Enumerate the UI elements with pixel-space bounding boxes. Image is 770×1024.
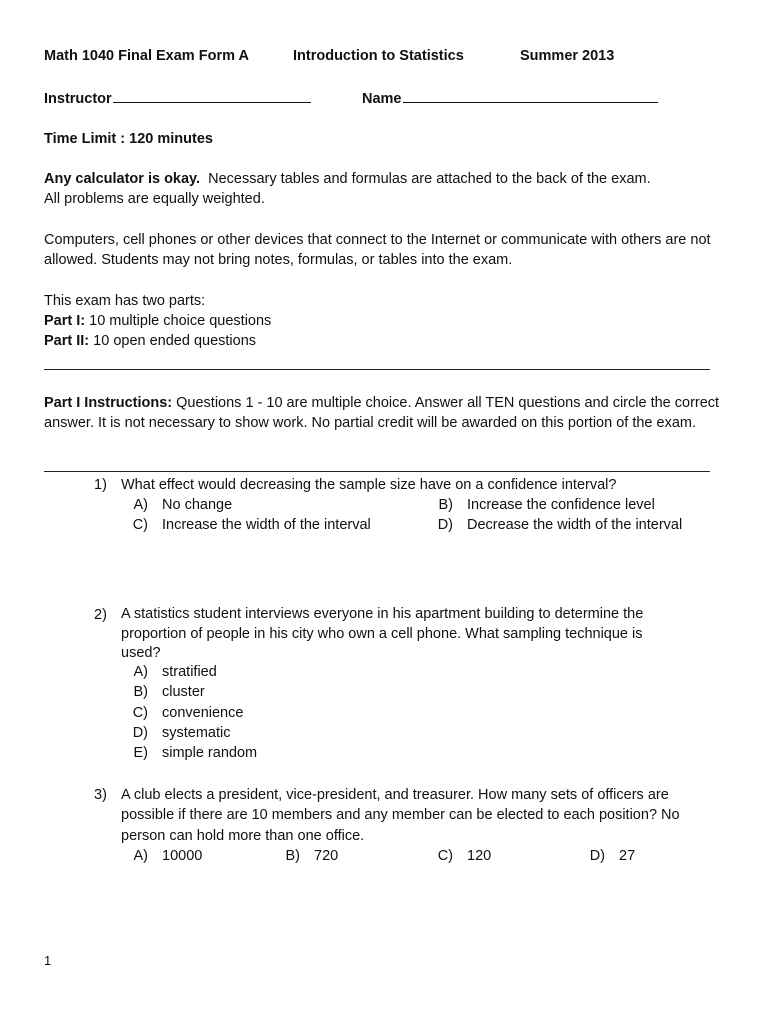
option-letter: B) <box>438 497 453 513</box>
option-text[interactable]: systematic <box>162 725 231 741</box>
name-label: Name <box>362 91 402 107</box>
part1-label: Part I: <box>44 313 86 329</box>
option-text[interactable]: Increase the width of the interval <box>162 517 371 533</box>
name-line <box>362 88 658 109</box>
option-letter: B) <box>133 684 148 700</box>
option-letter: C) <box>437 848 453 864</box>
time-limit: Time Limit : 120 minutes <box>44 131 213 147</box>
instructor-line <box>44 88 311 109</box>
parts-intro: This exam has two parts: <box>44 293 206 309</box>
option-text[interactable]: stratified <box>162 664 217 680</box>
part2-text: 10 open ended questions <box>93 333 257 349</box>
option-text[interactable]: simple random <box>162 745 258 761</box>
instructions-text: Questions 1 - 10 are multiple choice. Answer all TEN questions and circle the correct answer. It is not necessary to show work. No partial credit will be awarded on this portion of the exam. <box>44 395 720 432</box>
option-text[interactable]: convenience <box>162 705 244 721</box>
option-letter: D) <box>589 848 605 864</box>
part2-label: Part II: <box>44 333 90 349</box>
part2-line <box>44 331 256 351</box>
option-letter: A) <box>133 497 148 513</box>
option-text[interactable]: 720 <box>314 848 339 864</box>
calculator-line <box>44 169 651 189</box>
option-text[interactable]: Decrease the width of the interval <box>467 517 683 533</box>
devices-paragraph: Computers, cell phones or other devices that connect to the Internet or communicate with others are not allowed. Students may not bring notes, formulas, or tables into the exam. <box>44 232 711 269</box>
calculator-text: Necessary tables and formulas are attached to the back of the exam. <box>208 171 651 187</box>
part1-text: 10 multiple choice questions <box>89 313 272 329</box>
question-text: A club elects a president, vice-president, and treasurer. How many sets of officers are possible if there are 10 members and any member can be elected to each position? No person can hold more than one office. <box>121 787 680 844</box>
name-blank[interactable] <box>403 88 658 103</box>
question-text: What effect would decreasing the sample size have on a confidence interval? <box>121 477 617 493</box>
question-number: 2) <box>94 607 107 623</box>
question-number: 1) <box>94 477 107 493</box>
option-text[interactable]: No change <box>162 497 233 513</box>
instructor-label: Instructor <box>44 91 112 107</box>
divider <box>44 471 710 472</box>
option-letter: A) <box>133 664 148 680</box>
option-letter: D) <box>437 517 453 533</box>
option-letter: E) <box>133 745 148 761</box>
page-number: 1 <box>44 953 52 968</box>
option-text[interactable]: Increase the confidence level <box>467 497 655 513</box>
option-text[interactable]: 27 <box>619 848 636 864</box>
weighting-text: All problems are equally weighted. <box>44 191 265 207</box>
instructor-blank[interactable] <box>113 88 311 103</box>
option-text[interactable]: 120 <box>467 848 492 864</box>
part1-line <box>44 311 271 331</box>
course-title: Math 1040 Final Exam Form A <box>44 48 249 64</box>
part1-instructions <box>44 393 724 434</box>
option-text[interactable]: 10000 <box>162 848 203 864</box>
calculator-bold: Any calculator is okay. <box>44 171 201 187</box>
option-letter: D) <box>132 725 148 741</box>
subject-title: Introduction to Statistics <box>293 48 464 64</box>
question-number: 3) <box>94 787 107 803</box>
option-letter: C) <box>132 705 148 721</box>
option-letter: C) <box>132 517 148 533</box>
instructions-label: Part I Instructions: <box>44 395 173 411</box>
divider <box>44 369 710 370</box>
option-letter: A) <box>133 848 148 864</box>
option-letter: B) <box>285 848 300 864</box>
question-text: A statistics student interviews everyone in his apartment building to determine the proportion of people in his city who own a cell phone. What sampling technique is used? <box>121 606 644 661</box>
term-label: Summer 2013 <box>520 48 615 64</box>
option-text[interactable]: cluster <box>162 684 205 700</box>
